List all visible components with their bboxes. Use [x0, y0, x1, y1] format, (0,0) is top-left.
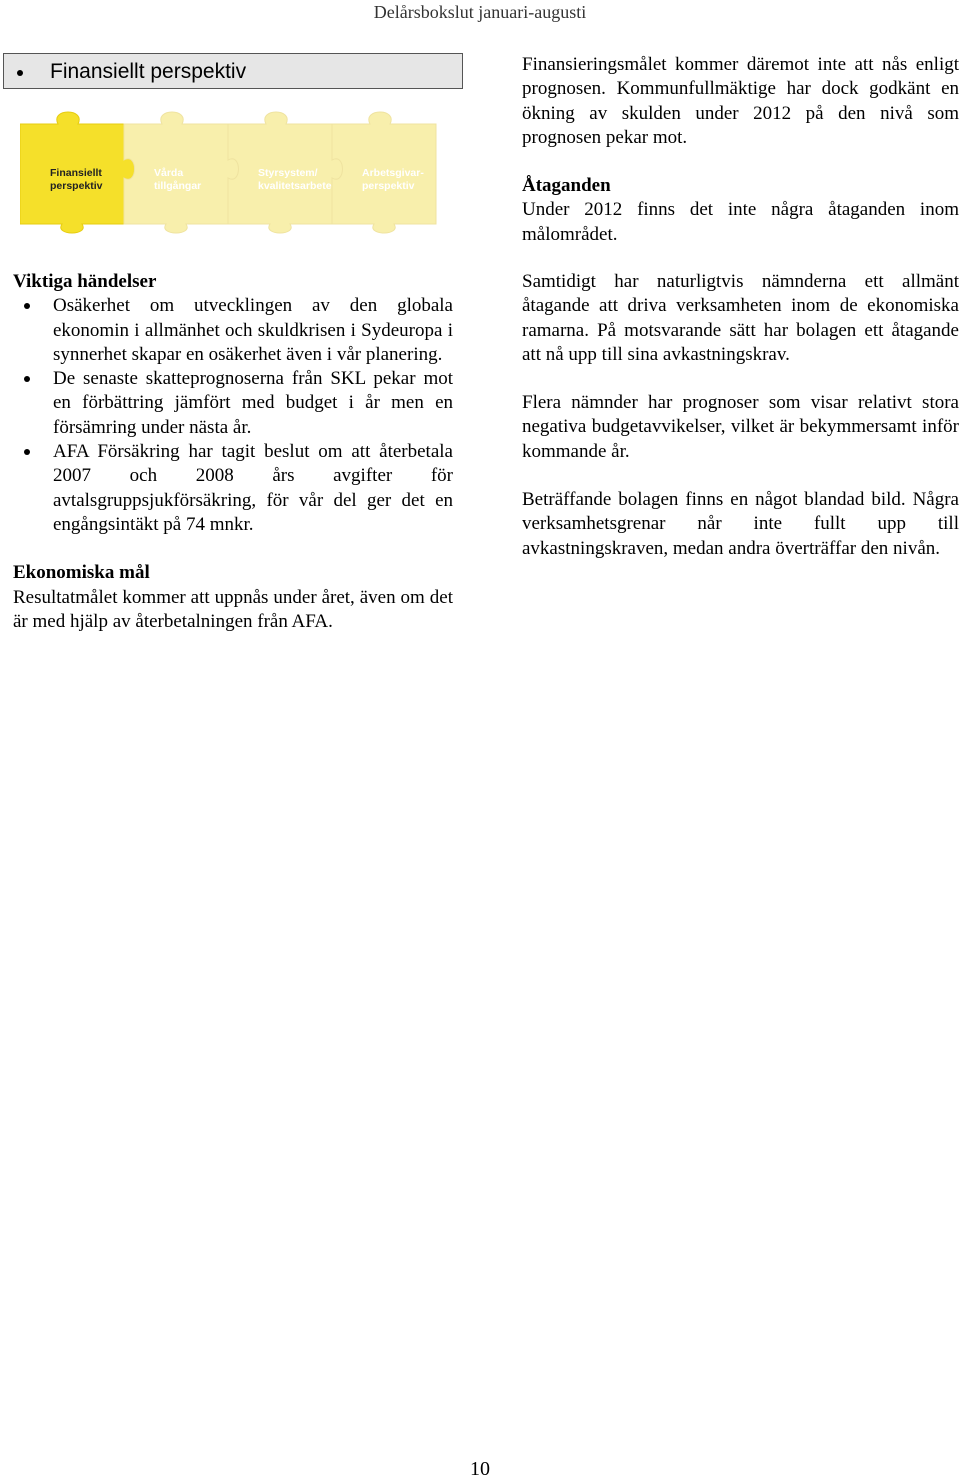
list-item: Osäkerhet om utvecklingen av den globala ekonomin i allmänhet och skuldkrisen i Sydeuropa i synnerhet skapar en osäkerhet även i vår planering.: [13, 294, 453, 367]
left-column: [13, 270, 453, 634]
commitments-heading: Åtaganden: [522, 175, 611, 197]
goals-paragraph: Resultatmålet kommer att uppnås under året, även om det är med hjälp av återbetalningen från AFA.: [13, 586, 453, 632]
paragraph: Samtidigt har naturligtvis nämnderna ett allmänt åtagande att driva verksamheten inom de ekonomiska ramarna. På motsvarande sätt har bolagen ett åtagande att nå upp till sina avkastningskrav.: [522, 271, 959, 365]
puzzle-label-arbetsgivar: perspektiv: [362, 180, 415, 192]
puzzle-label-styrsystem: Styrsystem/: [258, 167, 318, 179]
puzzle-graphic: [20, 108, 448, 236]
paragraph: Flera nämnder har prognoser som visar relativt stora negativa budgetavvikelser, vilket är bekymmersamt inför kommande år.: [522, 392, 959, 462]
puzzle-label-varda: tillgångar: [154, 180, 202, 192]
right-column-top: [522, 53, 959, 247]
puzzle-label-varda: Vårda: [154, 167, 184, 179]
running-header: Delårsbokslut januari-augusti: [373, 2, 587, 22]
puzzle-label-arbetsgivar: Arbetsgivar-: [362, 167, 424, 179]
goals-heading: Ekonomiska mål: [13, 562, 150, 584]
right-column-bottom: [522, 270, 959, 561]
puzzle-label-finansiellt: perspektiv: [50, 180, 103, 192]
list-item: De senaste skatteprognoserna från SKL pekar mot en förbättring jämfört med budget i år men en försämring under nästa år.: [13, 367, 453, 440]
commitments-paragraph: Under 2012 finns det inte några åtaganden inom målområdet.: [522, 199, 959, 245]
events-heading: Viktiga händelser: [13, 271, 157, 292]
list-item: AFA Försäkring har tagit beslut om att återbetala 2007 och 2008 års avgifter för avtalsgruppsjukförsäkring, för vår del ger det en engångsintäkt på 74 mnkr.: [13, 440, 453, 537]
puzzle-label-styrsystem: kvalitetsarbete: [258, 180, 332, 192]
financing-paragraph: Finansieringsmålet kommer däremot inte att nås enligt prognosen. Kommunfullmäktige har dock godkänt en ökning av skulden under 2012 på den nivå som prognosen pekar mot.: [522, 54, 959, 148]
events-list: [13, 294, 453, 537]
section-title: Finansiellt perspektiv: [50, 60, 247, 83]
paragraph: Beträffande bolagen finns en något blandad bild. Några verksamhetsgrenar når inte fullt upp till avkastningskraven, medan andra överträffar den nivån.: [522, 489, 959, 559]
puzzle-label-finansiellt: Finansiellt: [50, 167, 102, 179]
page-number: 10: [470, 1458, 490, 1480]
section-title-box: [3, 53, 463, 89]
bullet-icon: [17, 70, 23, 76]
